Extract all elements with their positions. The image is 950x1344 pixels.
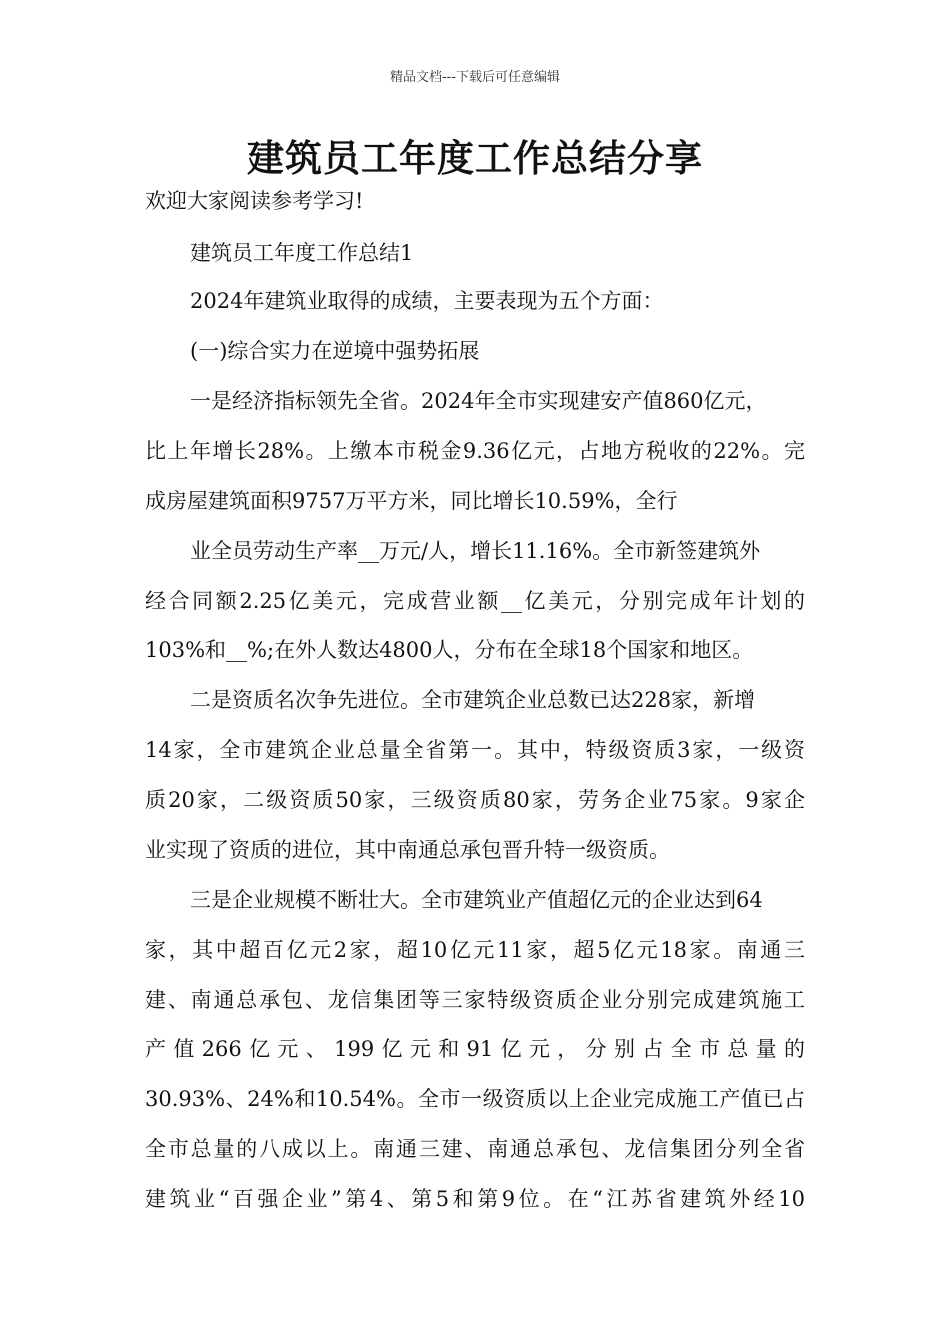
paragraph-line: 质20家，二级资质50家，三级资质80家，劳务企业75家。9家企 <box>145 788 805 812</box>
paragraph-line: 103%和__%;在外人数达4800人，分布在全球18个国家和地区。 <box>145 638 754 662</box>
paragraph-line: 业实现了资质的进位，其中南通总承包晋升特一级资质。 <box>145 838 670 862</box>
paragraph-line: 一是经济指标领先全省。2024年全市实现建安产值860亿元， <box>190 389 767 413</box>
paragraph-line: 建、南通总承包、龙信集团等三家特级资质企业分别完成建筑施工 <box>145 988 805 1012</box>
paragraph-line: 全市总量的八成以上。南通三建、南通总承包、龙信集团分列全省 <box>145 1137 805 1161</box>
paragraph-line: 14家，全市建筑企业总量全省第一。其中，特级资质3家，一级资 <box>145 738 805 762</box>
paragraph-line: (一)综合实力在逆境中强势拓展 <box>190 339 480 363</box>
page-header: 精品文档---下载后可任意编辑 <box>389 70 561 85</box>
paragraph-line: 产值266亿元、199亿元和91亿元，分别占全市总量的 <box>145 1037 805 1061</box>
paragraph-line: 二是资质名次争先进位。全市建筑企业总数已达228家，新增 <box>190 688 756 712</box>
paragraph-line: 建筑员工年度工作总结1 <box>190 241 414 265</box>
document-title: 建筑员工年度工作总结分享 <box>247 137 703 180</box>
paragraph-line: 经合同额2.25亿美元，完成营业额__亿美元，分别完成年计划的 <box>145 589 805 613</box>
paragraph-line: 30.93%、24%和10.54%。全市一级资质以上企业完成施工产值已占 <box>145 1087 805 1111</box>
paragraph-line: 2024年建筑业取得的成绩，主要表现为五个方面： <box>190 289 664 313</box>
paragraph-line: 业全员劳动生产率__万元/人，增长11.16%。全市新签建筑外 <box>190 539 761 563</box>
paragraph-line: 建筑业“百强企业”第4、第5和第9位。在“江苏省建筑外经10 <box>145 1187 805 1211</box>
paragraph-line: 欢迎大家阅读参考学习! <box>145 189 364 213</box>
paragraph-line: 成房屋建筑面积9757万平方米，同比增长10.59%，全行 <box>145 489 678 513</box>
paragraph-line: 三是企业规模不断壮大。全市建筑业产值超亿元的企业达到64 <box>190 888 763 912</box>
paragraph-line: 家，其中超百亿元2家，超10亿元11家，超5亿元18家。南通三 <box>145 938 805 962</box>
paragraph-line: 比上年增长28%。上缴本市税金9.36亿元，占地方税收的22%。完 <box>145 439 805 463</box>
